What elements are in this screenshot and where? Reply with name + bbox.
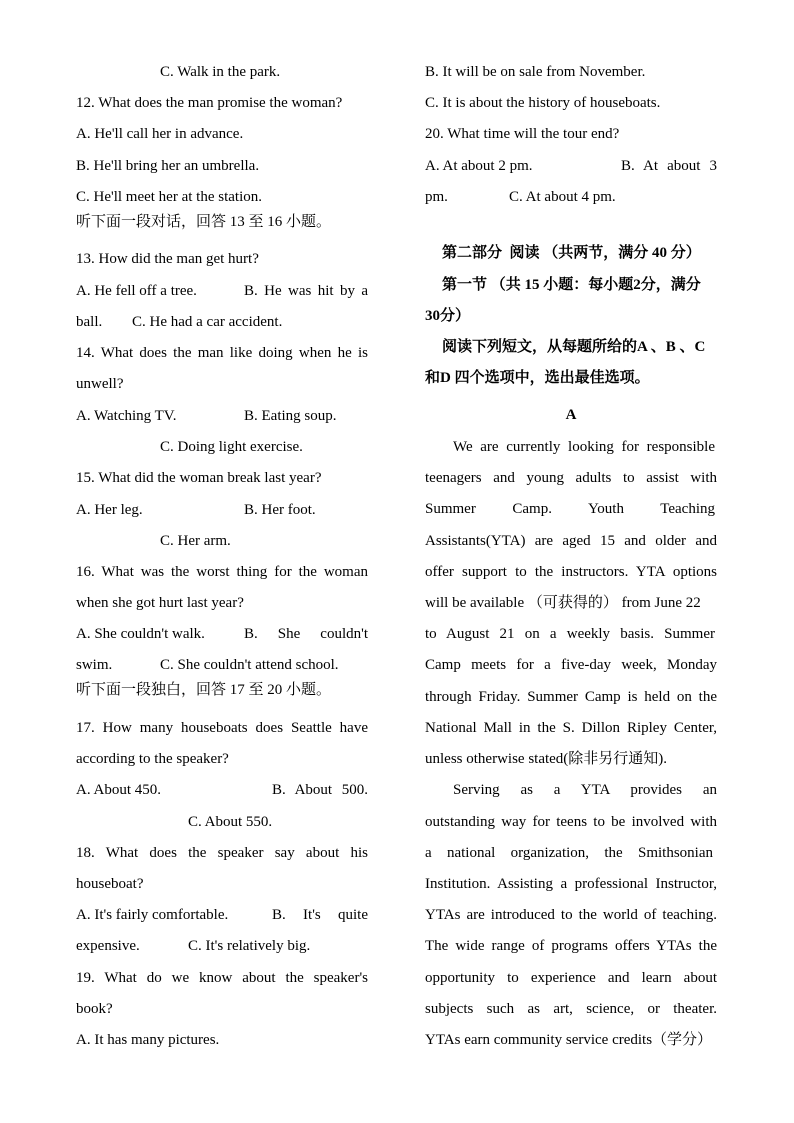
reading-instruction-continued: 和D 四个选项中，选出最佳选项。	[425, 370, 650, 386]
passage-line: opportunity to experience and learn about	[425, 970, 717, 986]
q13-option-b-continued: ball.	[76, 314, 103, 330]
passage-line: to August 21 on a weekly basis. Summer	[425, 626, 715, 642]
reading-instruction: 阅读下列短文，从每题所给的A 、B 、C	[442, 339, 706, 355]
q15-option-c: C. Her arm.	[160, 533, 231, 549]
passage-line: through Friday. Summer Camp is held on the	[425, 689, 717, 705]
passage-line: Assistants(YTA) are aged 15 and older and	[425, 533, 717, 549]
passage-line: outstanding way for teens to be involved with	[425, 814, 717, 830]
q18-option-c: C. It's relatively big.	[188, 938, 311, 954]
passage-line: Summer Camp. Youth Teaching	[425, 501, 715, 517]
q16-option-c: C. She couldn't attend school.	[160, 657, 339, 673]
q12-stem: 12. What does the man promise the woman?	[76, 95, 343, 111]
q19-stem: 19. What do we know about the speaker's	[76, 970, 368, 986]
q19-option-b: B. It will be on sale from November.	[425, 64, 646, 80]
q12-option-c: C. He'll meet her at the station.	[76, 189, 262, 205]
q17-stem-continued: according to the speaker?	[76, 751, 229, 767]
passage-line: unless otherwise stated(除非另行通知).	[425, 751, 668, 767]
passage-line: Camp meets for a five-day week, Monday	[425, 657, 717, 673]
q16-stem-continued: when she got hurt last year?	[76, 595, 244, 611]
q14-option-c: C. Doing light exercise.	[160, 439, 303, 455]
instruction-13-16: 听下面一段对话，回答 13 至 16 小题。	[76, 214, 332, 230]
q15-option-b: B. Her foot.	[244, 502, 316, 518]
q17-option-b: B. About 500.	[272, 782, 368, 798]
passage-line: will be available （可获得的） from June 22	[425, 595, 701, 611]
q14-option-a: A. Watching TV.	[76, 408, 177, 424]
q16-stem: 16. What was the worst thing for the woman	[76, 564, 368, 580]
q11-option-c: C. Walk in the park.	[160, 64, 281, 80]
q13-option-b: B. He was hit by a	[244, 283, 368, 299]
q20-option-a: A. At about 2 pm.	[425, 158, 533, 174]
q17-option-c: C. About 550.	[188, 814, 273, 830]
q17-option-a: A. About 450.	[76, 782, 162, 798]
passage-label: A	[565, 407, 577, 423]
q15-stem: 15. What did the woman break last year?	[76, 470, 322, 486]
q20-option-b-continued: pm.	[425, 189, 448, 205]
q19-stem-continued: book?	[76, 1001, 113, 1017]
passage-line: teenagers and young adults to assist with	[425, 470, 717, 486]
q14-stem-continued: unwell?	[76, 376, 124, 392]
passage-line: YTAs earn community service credits（学分）	[425, 1032, 713, 1048]
passage-line: YTAs are introduced to the world of teaching.	[425, 907, 717, 923]
q18-stem-continued: houseboat?	[76, 876, 144, 892]
q18-option-b: B. It's quite	[272, 907, 368, 923]
q15-option-a: A. Her leg.	[76, 502, 143, 518]
passage-line: a national organization, the Smithsonian	[425, 845, 713, 861]
section-title: 第一节 （共 15 小题：每小题2分，满分	[442, 277, 701, 293]
q12-option-b: B. He'll bring her an umbrella.	[76, 158, 260, 174]
passage-line: Serving as a YTA provides an	[453, 782, 717, 798]
q16-option-a: A. She couldn't walk.	[76, 626, 205, 642]
q17-stem: 17. How many houseboats does Seattle have	[76, 720, 368, 736]
passage-line: Institution. Assisting a professional Instructor,	[425, 876, 717, 892]
q18-stem: 18. What does the speaker say about his	[76, 845, 368, 861]
passage-line: National Mall in the S. Dillon Ripley Center,	[425, 720, 717, 736]
q18-option-b-continued: expensive.	[76, 938, 140, 954]
passage-line: We are currently looking for responsible	[453, 439, 715, 455]
part-title: 第二部分 阅读 （共两节，满分 40 分）	[442, 245, 701, 261]
q13-option-c: C. He had a car accident.	[132, 314, 283, 330]
q16-option-b-continued: swim.	[76, 657, 113, 673]
passage-line: offer support to the instructors. YTA options	[425, 564, 717, 580]
q20-option-c: C. At about 4 pm.	[509, 189, 616, 205]
passage-line: The wide range of programs offers YTAs the	[425, 938, 717, 954]
q12-option-a: A. He'll call her in advance.	[76, 126, 244, 142]
instruction-17-20: 听下面一段独白，回答 17 至 20 小题。	[76, 682, 332, 698]
q14-stem: 14. What does the man like doing when he is	[76, 345, 368, 361]
q14-option-b: B. Eating soup.	[244, 408, 337, 424]
q20-option-b: B. At about 3	[621, 158, 717, 174]
q18-option-a: A. It's fairly comfortable.	[76, 907, 229, 923]
passage-line: subjects such as art, science, or theater.	[425, 1001, 717, 1017]
section-title-continued: 30分）	[425, 308, 471, 324]
q19-option-c: C. It is about the history of houseboats.	[425, 95, 661, 111]
q16-option-b: B. She couldn't	[244, 626, 368, 642]
q19-option-a: A. It has many pictures.	[76, 1032, 220, 1048]
q13-option-a: A. He fell off a tree.	[76, 283, 197, 299]
q20-stem: 20. What time will the tour end?	[425, 126, 620, 142]
q13-stem: 13. How did the man get hurt?	[76, 251, 259, 267]
